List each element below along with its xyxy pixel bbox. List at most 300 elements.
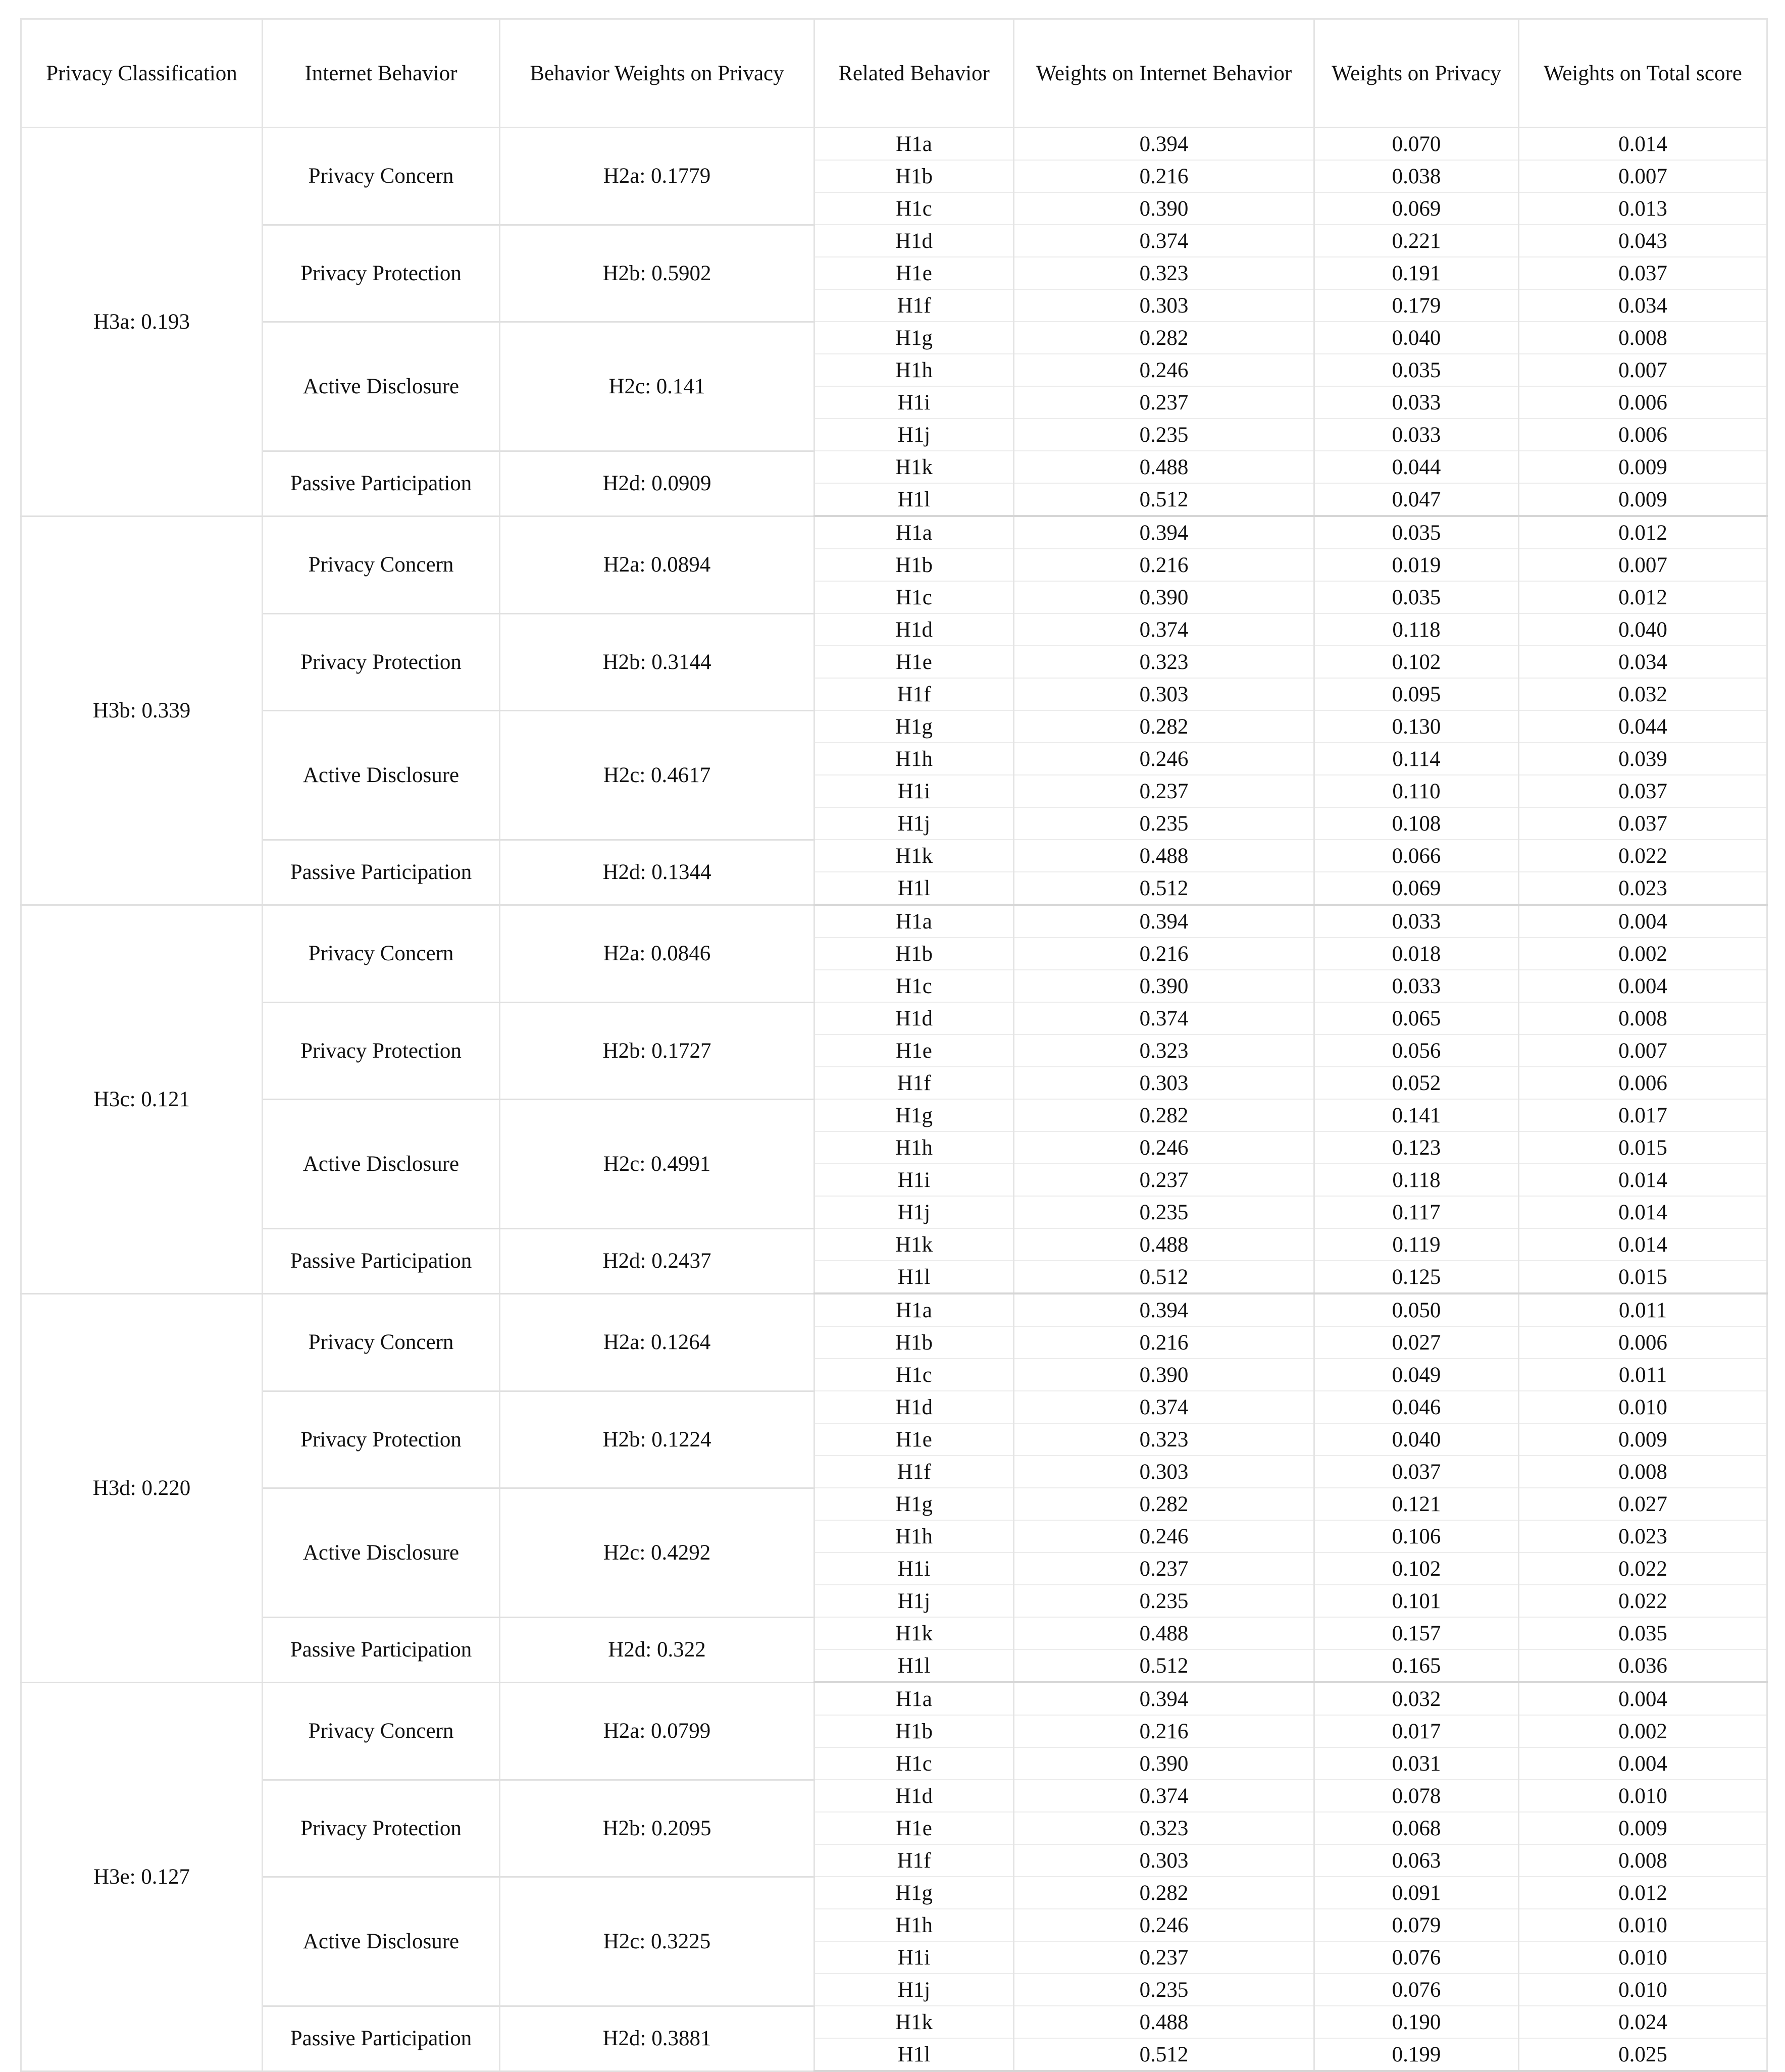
weight-privacy-cell: 0.117: [1314, 1196, 1519, 1228]
table-body: [21, 128, 1767, 2071]
weight-total-score-cell: 0.039: [1519, 743, 1767, 775]
weight-total-score-cell: 0.011: [1519, 1293, 1767, 1326]
weight-total-score-cell: 0.032: [1519, 678, 1767, 710]
table-row: [21, 128, 1767, 161]
internet-behavior-cell: Passive Participation: [263, 451, 500, 516]
related-behavior-cell: H1i: [814, 1552, 1014, 1585]
weight-privacy-cell: 0.078: [1314, 1780, 1519, 1812]
related-behavior-cell: H1f: [814, 1844, 1014, 1877]
internet-behavior-cell: Active Disclosure: [263, 1488, 500, 1617]
weight-privacy-cell: 0.123: [1314, 1131, 1519, 1164]
behavior-weight-cell: H2c: 0.4617: [500, 710, 814, 840]
weight-internet-behavior-cell: 0.282: [1014, 1488, 1314, 1520]
related-behavior-cell: H1h: [814, 743, 1014, 775]
weight-total-score-cell: 0.013: [1519, 192, 1767, 225]
related-behavior-cell: H1d: [814, 1002, 1014, 1034]
internet-behavior-cell: Active Disclosure: [263, 710, 500, 840]
weight-total-score-cell: 0.002: [1519, 938, 1767, 970]
internet-behavior-cell: Privacy Protection: [263, 613, 500, 710]
related-behavior-cell: H1d: [814, 225, 1014, 257]
related-behavior-cell: H1e: [814, 1423, 1014, 1456]
weight-internet-behavior-cell: 0.246: [1014, 1131, 1314, 1164]
related-behavior-cell: H1b: [814, 1715, 1014, 1747]
header-privacy-classification: Privacy Classification: [21, 19, 263, 128]
weight-total-score-cell: 0.014: [1519, 128, 1767, 161]
header-weights-on-privacy: Weights on Privacy: [1314, 19, 1519, 128]
weight-privacy-cell: 0.017: [1314, 1715, 1519, 1747]
weight-privacy-cell: 0.091: [1314, 1877, 1519, 1909]
related-behavior-cell: H1i: [814, 775, 1014, 807]
header-related-behavior: Related Behavior: [814, 19, 1014, 128]
weight-privacy-cell: 0.035: [1314, 354, 1519, 386]
related-behavior-cell: H1a: [814, 128, 1014, 161]
weight-internet-behavior-cell: 0.374: [1014, 1391, 1314, 1423]
weight-total-score-cell: 0.022: [1519, 1552, 1767, 1585]
related-behavior-cell: H1e: [814, 257, 1014, 289]
weight-privacy-cell: 0.063: [1314, 1844, 1519, 1877]
weight-total-score-cell: 0.009: [1519, 1423, 1767, 1456]
table-row: [21, 516, 1767, 549]
weight-privacy-cell: 0.018: [1314, 938, 1519, 970]
weight-total-score-cell: 0.007: [1519, 160, 1767, 192]
behavior-weight-cell: H2d: 0.2437: [500, 1228, 814, 1293]
weight-total-score-cell: 0.004: [1519, 1682, 1767, 1715]
weight-internet-behavior-cell: 0.323: [1014, 1034, 1314, 1067]
weight-privacy-cell: 0.066: [1314, 840, 1519, 872]
related-behavior-cell: H1b: [814, 549, 1014, 581]
weight-privacy-cell: 0.141: [1314, 1099, 1519, 1131]
weight-privacy-cell: 0.046: [1314, 1391, 1519, 1423]
related-behavior-cell: H1k: [814, 1228, 1014, 1261]
related-behavior-cell: H1e: [814, 646, 1014, 678]
table-row: [21, 1391, 1767, 1423]
weight-total-score-cell: 0.009: [1519, 451, 1767, 483]
weight-internet-behavior-cell: 0.235: [1014, 1974, 1314, 2006]
internet-behavior-cell: Passive Participation: [263, 1228, 500, 1293]
related-behavior-cell: H1g: [814, 1877, 1014, 1909]
weight-total-score-cell: 0.006: [1519, 1067, 1767, 1099]
weight-privacy-cell: 0.033: [1314, 386, 1519, 419]
behavior-weight-cell: H2b: 0.2095: [500, 1780, 814, 1877]
internet-behavior-cell: Passive Participation: [263, 1617, 500, 1682]
weight-total-score-cell: 0.009: [1519, 483, 1767, 516]
weight-total-score-cell: 0.034: [1519, 646, 1767, 678]
table-row: [21, 1617, 1767, 1649]
weight-total-score-cell: 0.015: [1519, 1131, 1767, 1164]
weight-privacy-cell: 0.101: [1314, 1585, 1519, 1617]
weight-internet-behavior-cell: 0.374: [1014, 1780, 1314, 1812]
weight-privacy-cell: 0.190: [1314, 2006, 1519, 2038]
weight-privacy-cell: 0.035: [1314, 581, 1519, 613]
related-behavior-cell: H1l: [814, 483, 1014, 516]
weight-internet-behavior-cell: 0.282: [1014, 1099, 1314, 1131]
weight-privacy-cell: 0.157: [1314, 1617, 1519, 1649]
weight-internet-behavior-cell: 0.390: [1014, 1359, 1314, 1391]
weight-total-score-cell: 0.012: [1519, 516, 1767, 549]
related-behavior-cell: H1k: [814, 2006, 1014, 2038]
weight-privacy-cell: 0.108: [1314, 807, 1519, 840]
weight-privacy-cell: 0.070: [1314, 128, 1519, 161]
related-behavior-cell: H1l: [814, 1649, 1014, 1682]
weight-internet-behavior-cell: 0.374: [1014, 225, 1314, 257]
privacy-classification-cell: H3d: 0.220: [21, 1293, 263, 1682]
weight-internet-behavior-cell: 0.488: [1014, 2006, 1314, 2038]
weight-privacy-cell: 0.130: [1314, 710, 1519, 743]
behavior-weight-cell: H2a: 0.0846: [500, 905, 814, 1002]
weight-privacy-cell: 0.102: [1314, 646, 1519, 678]
weight-privacy-cell: 0.044: [1314, 451, 1519, 483]
weight-internet-behavior-cell: 0.303: [1014, 1844, 1314, 1877]
weight-privacy-cell: 0.031: [1314, 1747, 1519, 1780]
weight-privacy-cell: 0.114: [1314, 743, 1519, 775]
weight-internet-behavior-cell: 0.512: [1014, 872, 1314, 905]
related-behavior-cell: H1a: [814, 905, 1014, 938]
weight-total-score-cell: 0.022: [1519, 840, 1767, 872]
table-row: [21, 2006, 1767, 2038]
behavior-weight-cell: H2d: 0.0909: [500, 451, 814, 516]
weight-internet-behavior-cell: 0.374: [1014, 1002, 1314, 1034]
weight-internet-behavior-cell: 0.246: [1014, 1909, 1314, 1941]
weight-internet-behavior-cell: 0.282: [1014, 322, 1314, 354]
weight-privacy-cell: 0.179: [1314, 289, 1519, 322]
related-behavior-cell: H1a: [814, 1293, 1014, 1326]
weight-privacy-cell: 0.056: [1314, 1034, 1519, 1067]
related-behavior-cell: H1j: [814, 1974, 1014, 2006]
weight-internet-behavior-cell: 0.512: [1014, 1261, 1314, 1293]
weight-internet-behavior-cell: 0.390: [1014, 1747, 1314, 1780]
weight-internet-behavior-cell: 0.512: [1014, 1649, 1314, 1682]
weight-total-score-cell: 0.006: [1519, 386, 1767, 419]
weight-privacy-cell: 0.035: [1314, 516, 1519, 549]
internet-behavior-cell: Passive Participation: [263, 840, 500, 905]
weight-internet-behavior-cell: 0.216: [1014, 938, 1314, 970]
weight-privacy-cell: 0.027: [1314, 1326, 1519, 1359]
privacy-classification-cell: H3b: 0.339: [21, 516, 263, 905]
weight-total-score-cell: 0.022: [1519, 1585, 1767, 1617]
weight-privacy-cell: 0.033: [1314, 970, 1519, 1002]
table-row: [21, 1228, 1767, 1261]
related-behavior-cell: H1j: [814, 1585, 1014, 1617]
internet-behavior-cell: Privacy Protection: [263, 1391, 500, 1488]
table-row: [21, 1780, 1767, 1812]
weight-privacy-cell: 0.118: [1314, 1164, 1519, 1196]
header-weights-on-internet-behavior: Weights on Internet Behavior: [1014, 19, 1314, 128]
weight-internet-behavior-cell: 0.246: [1014, 1520, 1314, 1552]
internet-behavior-cell: Privacy Concern: [263, 905, 500, 1002]
weight-total-score-cell: 0.012: [1519, 581, 1767, 613]
behavior-weight-cell: H2d: 0.1344: [500, 840, 814, 905]
header-weights-on-total-score: Weights on Total score: [1519, 19, 1767, 128]
related-behavior-cell: H1h: [814, 1520, 1014, 1552]
weight-total-score-cell: 0.006: [1519, 1326, 1767, 1359]
weight-total-score-cell: 0.008: [1519, 1002, 1767, 1034]
weight-privacy-cell: 0.047: [1314, 483, 1519, 516]
related-behavior-cell: H1c: [814, 1747, 1014, 1780]
weight-privacy-cell: 0.040: [1314, 1423, 1519, 1456]
weight-internet-behavior-cell: 0.303: [1014, 1067, 1314, 1099]
table-row: [21, 322, 1767, 354]
weight-internet-behavior-cell: 0.237: [1014, 386, 1314, 419]
weight-privacy-cell: 0.068: [1314, 1812, 1519, 1844]
table-row: [21, 710, 1767, 743]
privacy-classification-cell: H3c: 0.121: [21, 905, 263, 1293]
weight-total-score-cell: 0.008: [1519, 322, 1767, 354]
weight-total-score-cell: 0.044: [1519, 710, 1767, 743]
weight-internet-behavior-cell: 0.390: [1014, 970, 1314, 1002]
weight-internet-behavior-cell: 0.512: [1014, 483, 1314, 516]
related-behavior-cell: H1g: [814, 1099, 1014, 1131]
related-behavior-cell: H1d: [814, 1391, 1014, 1423]
weight-privacy-cell: 0.038: [1314, 160, 1519, 192]
related-behavior-cell: H1k: [814, 451, 1014, 483]
weight-internet-behavior-cell: 0.237: [1014, 1552, 1314, 1585]
weight-internet-behavior-cell: 0.323: [1014, 646, 1314, 678]
table-row: [21, 1488, 1767, 1520]
weights-table-container: [20, 18, 1766, 2072]
table-row: [21, 840, 1767, 872]
weight-internet-behavior-cell: 0.488: [1014, 1617, 1314, 1649]
weight-internet-behavior-cell: 0.216: [1014, 549, 1314, 581]
behavior-weight-cell: H2b: 0.5902: [500, 225, 814, 322]
weight-privacy-cell: 0.069: [1314, 872, 1519, 905]
weight-total-score-cell: 0.014: [1519, 1228, 1767, 1261]
related-behavior-cell: H1c: [814, 192, 1014, 225]
weight-internet-behavior-cell: 0.488: [1014, 840, 1314, 872]
internet-behavior-cell: Privacy Protection: [263, 225, 500, 322]
related-behavior-cell: H1f: [814, 1456, 1014, 1488]
weight-privacy-cell: 0.119: [1314, 1228, 1519, 1261]
related-behavior-cell: H1b: [814, 160, 1014, 192]
weight-internet-behavior-cell: 0.237: [1014, 775, 1314, 807]
related-behavior-cell: H1j: [814, 1196, 1014, 1228]
weight-privacy-cell: 0.221: [1314, 225, 1519, 257]
internet-behavior-cell: Active Disclosure: [263, 1099, 500, 1228]
weight-internet-behavior-cell: 0.488: [1014, 451, 1314, 483]
related-behavior-cell: H1j: [814, 419, 1014, 451]
behavior-weight-cell: H2b: 0.1224: [500, 1391, 814, 1488]
table-row: [21, 1099, 1767, 1131]
internet-behavior-cell: Passive Participation: [263, 2006, 500, 2071]
related-behavior-cell: H1d: [814, 1780, 1014, 1812]
weight-internet-behavior-cell: 0.216: [1014, 1715, 1314, 1747]
weight-privacy-cell: 0.095: [1314, 678, 1519, 710]
internet-behavior-cell: Privacy Protection: [263, 1002, 500, 1099]
weight-internet-behavior-cell: 0.303: [1014, 1456, 1314, 1488]
weight-internet-behavior-cell: 0.303: [1014, 289, 1314, 322]
related-behavior-cell: H1a: [814, 516, 1014, 549]
weight-privacy-cell: 0.121: [1314, 1488, 1519, 1520]
weight-total-score-cell: 0.027: [1519, 1488, 1767, 1520]
weight-internet-behavior-cell: 0.394: [1014, 905, 1314, 938]
weight-internet-behavior-cell: 0.488: [1014, 1228, 1314, 1261]
related-behavior-cell: H1c: [814, 1359, 1014, 1391]
weight-privacy-cell: 0.076: [1314, 1941, 1519, 1974]
weight-internet-behavior-cell: 0.323: [1014, 1423, 1314, 1456]
weight-total-score-cell: 0.024: [1519, 2006, 1767, 2038]
weight-total-score-cell: 0.009: [1519, 1812, 1767, 1844]
weight-total-score-cell: 0.036: [1519, 1649, 1767, 1682]
weight-privacy-cell: 0.049: [1314, 1359, 1519, 1391]
behavior-weight-cell: H2c: 0.141: [500, 322, 814, 451]
weight-internet-behavior-cell: 0.394: [1014, 516, 1314, 549]
weight-total-score-cell: 0.004: [1519, 970, 1767, 1002]
weight-privacy-cell: 0.102: [1314, 1552, 1519, 1585]
weight-total-score-cell: 0.011: [1519, 1359, 1767, 1391]
weight-internet-behavior-cell: 0.390: [1014, 192, 1314, 225]
weight-privacy-cell: 0.050: [1314, 1293, 1519, 1326]
internet-behavior-cell: Privacy Concern: [263, 1293, 500, 1391]
table-row: [21, 1877, 1767, 1909]
weight-internet-behavior-cell: 0.323: [1014, 257, 1314, 289]
weight-internet-behavior-cell: 0.394: [1014, 1293, 1314, 1326]
behavior-weight-cell: H2b: 0.3144: [500, 613, 814, 710]
related-behavior-cell: H1f: [814, 678, 1014, 710]
table-row: [21, 1002, 1767, 1034]
weight-total-score-cell: 0.007: [1519, 549, 1767, 581]
related-behavior-cell: H1i: [814, 1941, 1014, 1974]
weight-total-score-cell: 0.010: [1519, 1391, 1767, 1423]
related-behavior-cell: H1k: [814, 840, 1014, 872]
table-row: [21, 1293, 1767, 1326]
related-behavior-cell: H1h: [814, 1131, 1014, 1164]
weight-total-score-cell: 0.010: [1519, 1941, 1767, 1974]
weight-privacy-cell: 0.040: [1314, 322, 1519, 354]
weight-privacy-cell: 0.118: [1314, 613, 1519, 646]
weight-privacy-cell: 0.199: [1314, 2038, 1519, 2071]
privacy-classification-cell: H3e: 0.127: [21, 1682, 263, 2071]
weight-total-score-cell: 0.008: [1519, 1844, 1767, 1877]
weight-total-score-cell: 0.015: [1519, 1261, 1767, 1293]
table-row: [21, 905, 1767, 938]
weight-internet-behavior-cell: 0.237: [1014, 1164, 1314, 1196]
weight-privacy-cell: 0.110: [1314, 775, 1519, 807]
weight-privacy-cell: 0.191: [1314, 257, 1519, 289]
behavior-weight-cell: H2a: 0.1264: [500, 1293, 814, 1391]
weight-total-score-cell: 0.004: [1519, 1747, 1767, 1780]
weight-privacy-cell: 0.032: [1314, 1682, 1519, 1715]
weight-privacy-cell: 0.125: [1314, 1261, 1519, 1293]
weight-internet-behavior-cell: 0.235: [1014, 1196, 1314, 1228]
internet-behavior-cell: Privacy Concern: [263, 1682, 500, 1780]
weight-internet-behavior-cell: 0.374: [1014, 613, 1314, 646]
weight-total-score-cell: 0.007: [1519, 1034, 1767, 1067]
related-behavior-cell: H1i: [814, 386, 1014, 419]
weight-privacy-cell: 0.065: [1314, 1002, 1519, 1034]
weight-internet-behavior-cell: 0.394: [1014, 1682, 1314, 1715]
weight-total-score-cell: 0.037: [1519, 775, 1767, 807]
weight-internet-behavior-cell: 0.246: [1014, 354, 1314, 386]
related-behavior-cell: H1g: [814, 1488, 1014, 1520]
related-behavior-cell: H1b: [814, 938, 1014, 970]
weight-internet-behavior-cell: 0.216: [1014, 160, 1314, 192]
internet-behavior-cell: Active Disclosure: [263, 322, 500, 451]
weight-privacy-cell: 0.165: [1314, 1649, 1519, 1682]
table-row: [21, 1682, 1767, 1715]
weight-internet-behavior-cell: 0.303: [1014, 678, 1314, 710]
weight-internet-behavior-cell: 0.246: [1014, 743, 1314, 775]
related-behavior-cell: H1l: [814, 2038, 1014, 2071]
behavior-weight-cell: H2a: 0.0799: [500, 1682, 814, 1780]
weight-total-score-cell: 0.008: [1519, 1456, 1767, 1488]
weight-internet-behavior-cell: 0.235: [1014, 807, 1314, 840]
weight-privacy-cell: 0.037: [1314, 1456, 1519, 1488]
weight-total-score-cell: 0.014: [1519, 1196, 1767, 1228]
weight-total-score-cell: 0.004: [1519, 905, 1767, 938]
weight-privacy-cell: 0.033: [1314, 419, 1519, 451]
related-behavior-cell: H1e: [814, 1812, 1014, 1844]
related-behavior-cell: H1b: [814, 1326, 1014, 1359]
weight-privacy-cell: 0.019: [1314, 549, 1519, 581]
privacy-classification-cell: H3a: 0.193: [21, 128, 263, 516]
weight-total-score-cell: 0.006: [1519, 419, 1767, 451]
header-internet-behavior: Internet Behavior: [263, 19, 500, 128]
related-behavior-cell: H1j: [814, 807, 1014, 840]
weight-privacy-cell: 0.069: [1314, 192, 1519, 225]
weight-internet-behavior-cell: 0.512: [1014, 2038, 1314, 2071]
behavior-weight-cell: H2a: 0.1779: [500, 128, 814, 225]
weight-internet-behavior-cell: 0.390: [1014, 581, 1314, 613]
internet-behavior-cell: Privacy Concern: [263, 516, 500, 613]
weight-privacy-cell: 0.079: [1314, 1909, 1519, 1941]
related-behavior-cell: H1a: [814, 1682, 1014, 1715]
behavior-weight-cell: H2c: 0.4292: [500, 1488, 814, 1617]
related-behavior-cell: H1c: [814, 970, 1014, 1002]
weight-total-score-cell: 0.010: [1519, 1780, 1767, 1812]
weight-total-score-cell: 0.034: [1519, 289, 1767, 322]
weight-total-score-cell: 0.037: [1519, 807, 1767, 840]
weight-total-score-cell: 0.043: [1519, 225, 1767, 257]
internet-behavior-cell: Privacy Protection: [263, 1780, 500, 1877]
related-behavior-cell: H1k: [814, 1617, 1014, 1649]
weight-total-score-cell: 0.025: [1519, 2038, 1767, 2071]
internet-behavior-cell: Privacy Concern: [263, 128, 500, 225]
related-behavior-cell: H1l: [814, 1261, 1014, 1293]
weight-total-score-cell: 0.010: [1519, 1909, 1767, 1941]
weight-total-score-cell: 0.035: [1519, 1617, 1767, 1649]
weight-privacy-cell: 0.106: [1314, 1520, 1519, 1552]
related-behavior-cell: H1g: [814, 322, 1014, 354]
table-row: [21, 613, 1767, 646]
table-row: [21, 451, 1767, 483]
behavior-weight-cell: H2c: 0.3225: [500, 1877, 814, 2006]
weight-privacy-cell: 0.052: [1314, 1067, 1519, 1099]
weight-internet-behavior-cell: 0.216: [1014, 1326, 1314, 1359]
related-behavior-cell: H1e: [814, 1034, 1014, 1067]
header-behavior-weights-on-privacy: Behavior Weights on Privacy: [500, 19, 814, 128]
related-behavior-cell: H1i: [814, 1164, 1014, 1196]
weight-total-score-cell: 0.023: [1519, 872, 1767, 905]
related-behavior-cell: H1c: [814, 581, 1014, 613]
weight-total-score-cell: 0.023: [1519, 1520, 1767, 1552]
weight-privacy-cell: 0.033: [1314, 905, 1519, 938]
related-behavior-cell: H1g: [814, 710, 1014, 743]
behavior-weight-cell: H2d: 0.322: [500, 1617, 814, 1682]
weight-total-score-cell: 0.040: [1519, 613, 1767, 646]
behavior-weight-cell: H2d: 0.3881: [500, 2006, 814, 2071]
related-behavior-cell: H1f: [814, 289, 1014, 322]
weight-total-score-cell: 0.014: [1519, 1164, 1767, 1196]
internet-behavior-cell: Active Disclosure: [263, 1877, 500, 2006]
weight-internet-behavior-cell: 0.237: [1014, 1941, 1314, 1974]
weight-total-score-cell: 0.002: [1519, 1715, 1767, 1747]
weight-internet-behavior-cell: 0.282: [1014, 1877, 1314, 1909]
weight-internet-behavior-cell: 0.323: [1014, 1812, 1314, 1844]
weight-total-score-cell: 0.007: [1519, 354, 1767, 386]
weight-total-score-cell: 0.012: [1519, 1877, 1767, 1909]
table-row: [21, 225, 1767, 257]
weight-total-score-cell: 0.017: [1519, 1099, 1767, 1131]
behavior-weight-cell: H2b: 0.1727: [500, 1002, 814, 1099]
